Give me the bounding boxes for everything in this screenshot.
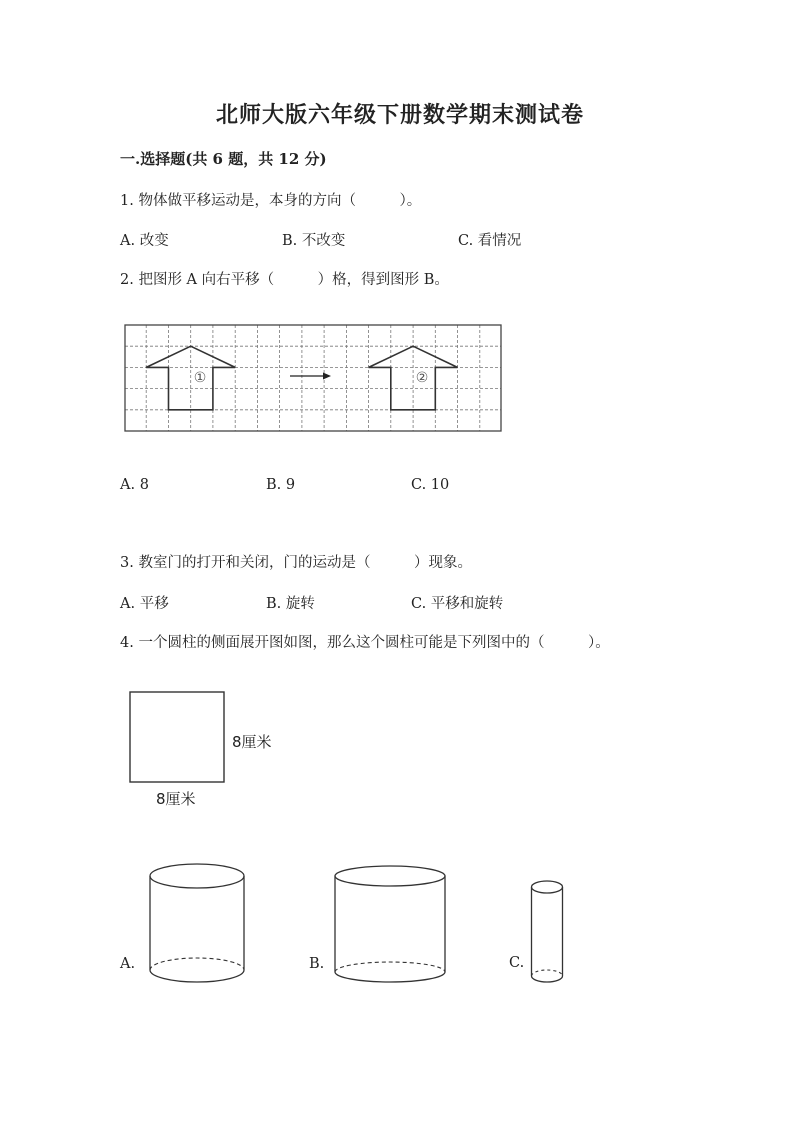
shape-b-label: ②	[415, 370, 429, 386]
question-2-option-c: C. 10	[411, 477, 450, 493]
square-side-label: 8厘米	[232, 733, 272, 751]
question-1-option-b: B. 不改变	[282, 233, 346, 249]
question-4-text: 4. 一个圆柱的侧面展开图如图，那么这个圆柱可能是下列图中的（ ）。	[120, 635, 610, 651]
direction-arrow-head	[323, 373, 331, 380]
question-1-option-c: C. 看情况	[458, 233, 522, 249]
shape-a-label: ①	[193, 370, 207, 386]
question-2-option-a: A. 8	[120, 477, 149, 493]
cylinder-a-label: A.	[120, 956, 136, 972]
section-heading: 一.选择题(共 6 题，共 12 分)	[120, 150, 327, 168]
question-2-option-b: B. 9	[266, 477, 296, 493]
unfolded-square	[130, 692, 224, 782]
cylinder-a	[146, 862, 248, 986]
question-3-text: 3. 教室门的打开和关闭，门的运动是（ ）现象。	[120, 555, 472, 571]
page-title: 北师大版六年级下册数学期末测试卷	[215, 102, 584, 128]
question-3-option-a: A. 平移	[120, 596, 169, 612]
square-bottom-label: 8厘米	[156, 790, 196, 808]
cylinder-c	[528, 877, 566, 987]
grid-lines	[125, 325, 501, 431]
question-3-option-b: B. 旋转	[266, 596, 315, 612]
unfolded-square-figure	[128, 690, 228, 784]
cylinder-b	[331, 864, 449, 988]
grid-border	[125, 325, 501, 431]
cylinder-c-label: C.	[509, 955, 525, 971]
cylinder-b-label: B.	[309, 956, 325, 972]
translation-grid-figure	[124, 324, 502, 432]
question-2-text: 2. 把图形 A 向右平移（ ）格，得到图形 B。	[120, 272, 449, 288]
question-1-text: 1. 物体做平移运动是，本身的方向（ ）。	[120, 193, 422, 209]
question-1-option-a: A. 改变	[120, 233, 169, 249]
question-3-option-c: C. 平移和旋转	[411, 596, 504, 612]
